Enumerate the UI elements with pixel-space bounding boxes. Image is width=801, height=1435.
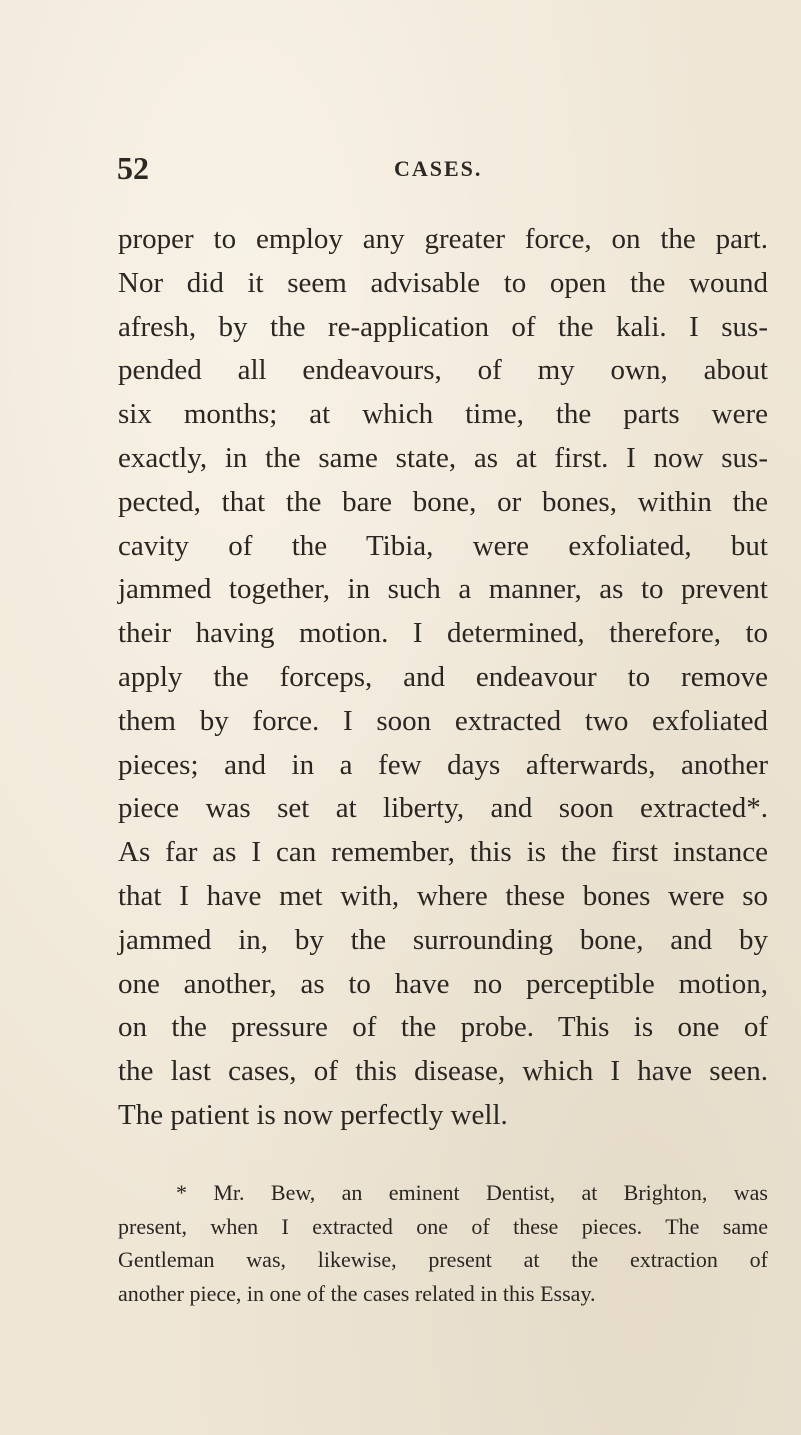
page-number: 52	[117, 150, 149, 186]
body-line: pieces; and in a few days afterwards, another	[118, 748, 768, 781]
body-line: proper to employ any greater force, on the part.	[118, 223, 768, 255]
body-text	[118, 218, 768, 1138]
body-line: apply the forceps, and endeavour to remove	[118, 660, 768, 693]
footnote-line: * Mr. Bew, an eminent Dentist, at Brighton, was	[176, 1180, 768, 1205]
body-line: Nor did it seem advisable to open the wound	[118, 266, 768, 299]
body-line: The patient is now perfectly well.	[118, 1098, 508, 1131]
body-line: cavity of the Tibia, were exfoliated, but	[118, 529, 768, 562]
body-line: pended all endeavours, of my own, about	[118, 354, 768, 387]
body-line: them by force. I soon extracted two exfoliated	[118, 704, 768, 737]
body-line: As far as I can remember, this is the first instance	[118, 836, 768, 869]
section-title: CASES.	[394, 156, 483, 181]
body-line: one another, as to have no perceptible motion,	[118, 967, 768, 1000]
body-line: afresh, by the re-application of the kali. I sus-	[118, 310, 768, 343]
body-line: that I have met with, where these bones were so	[118, 879, 768, 912]
body-line: on the pressure of the probe. This is one of	[118, 1011, 768, 1044]
body-line: jammed in, by the surrounding bone, and by	[118, 923, 768, 956]
body-line: jammed together, in such a manner, as to prevent	[118, 573, 768, 606]
body-line: six months; at which time, the parts were	[118, 398, 768, 431]
body-line: piece was set at liberty, and soon extracted*.	[118, 792, 768, 825]
body-line: pected, that the bare bone, or bones, within the	[118, 485, 768, 518]
footnote	[118, 1176, 768, 1310]
footnote-line: present, when I extracted one of these pieces. The same	[118, 1213, 768, 1239]
footnote-line: Gentleman was, likewise, present at the extraction of	[118, 1247, 768, 1272]
body-line: exactly, in the same state, as at first. I now sus-	[118, 441, 768, 474]
body-line: the last cases, of this disease, which I have seen.	[118, 1055, 768, 1088]
running-head	[0, 150, 801, 190]
footnote-line: another piece, in one of the cases related in this Essay.	[118, 1280, 596, 1306]
body-line: their having motion. I determined, therefore, to	[118, 617, 768, 650]
